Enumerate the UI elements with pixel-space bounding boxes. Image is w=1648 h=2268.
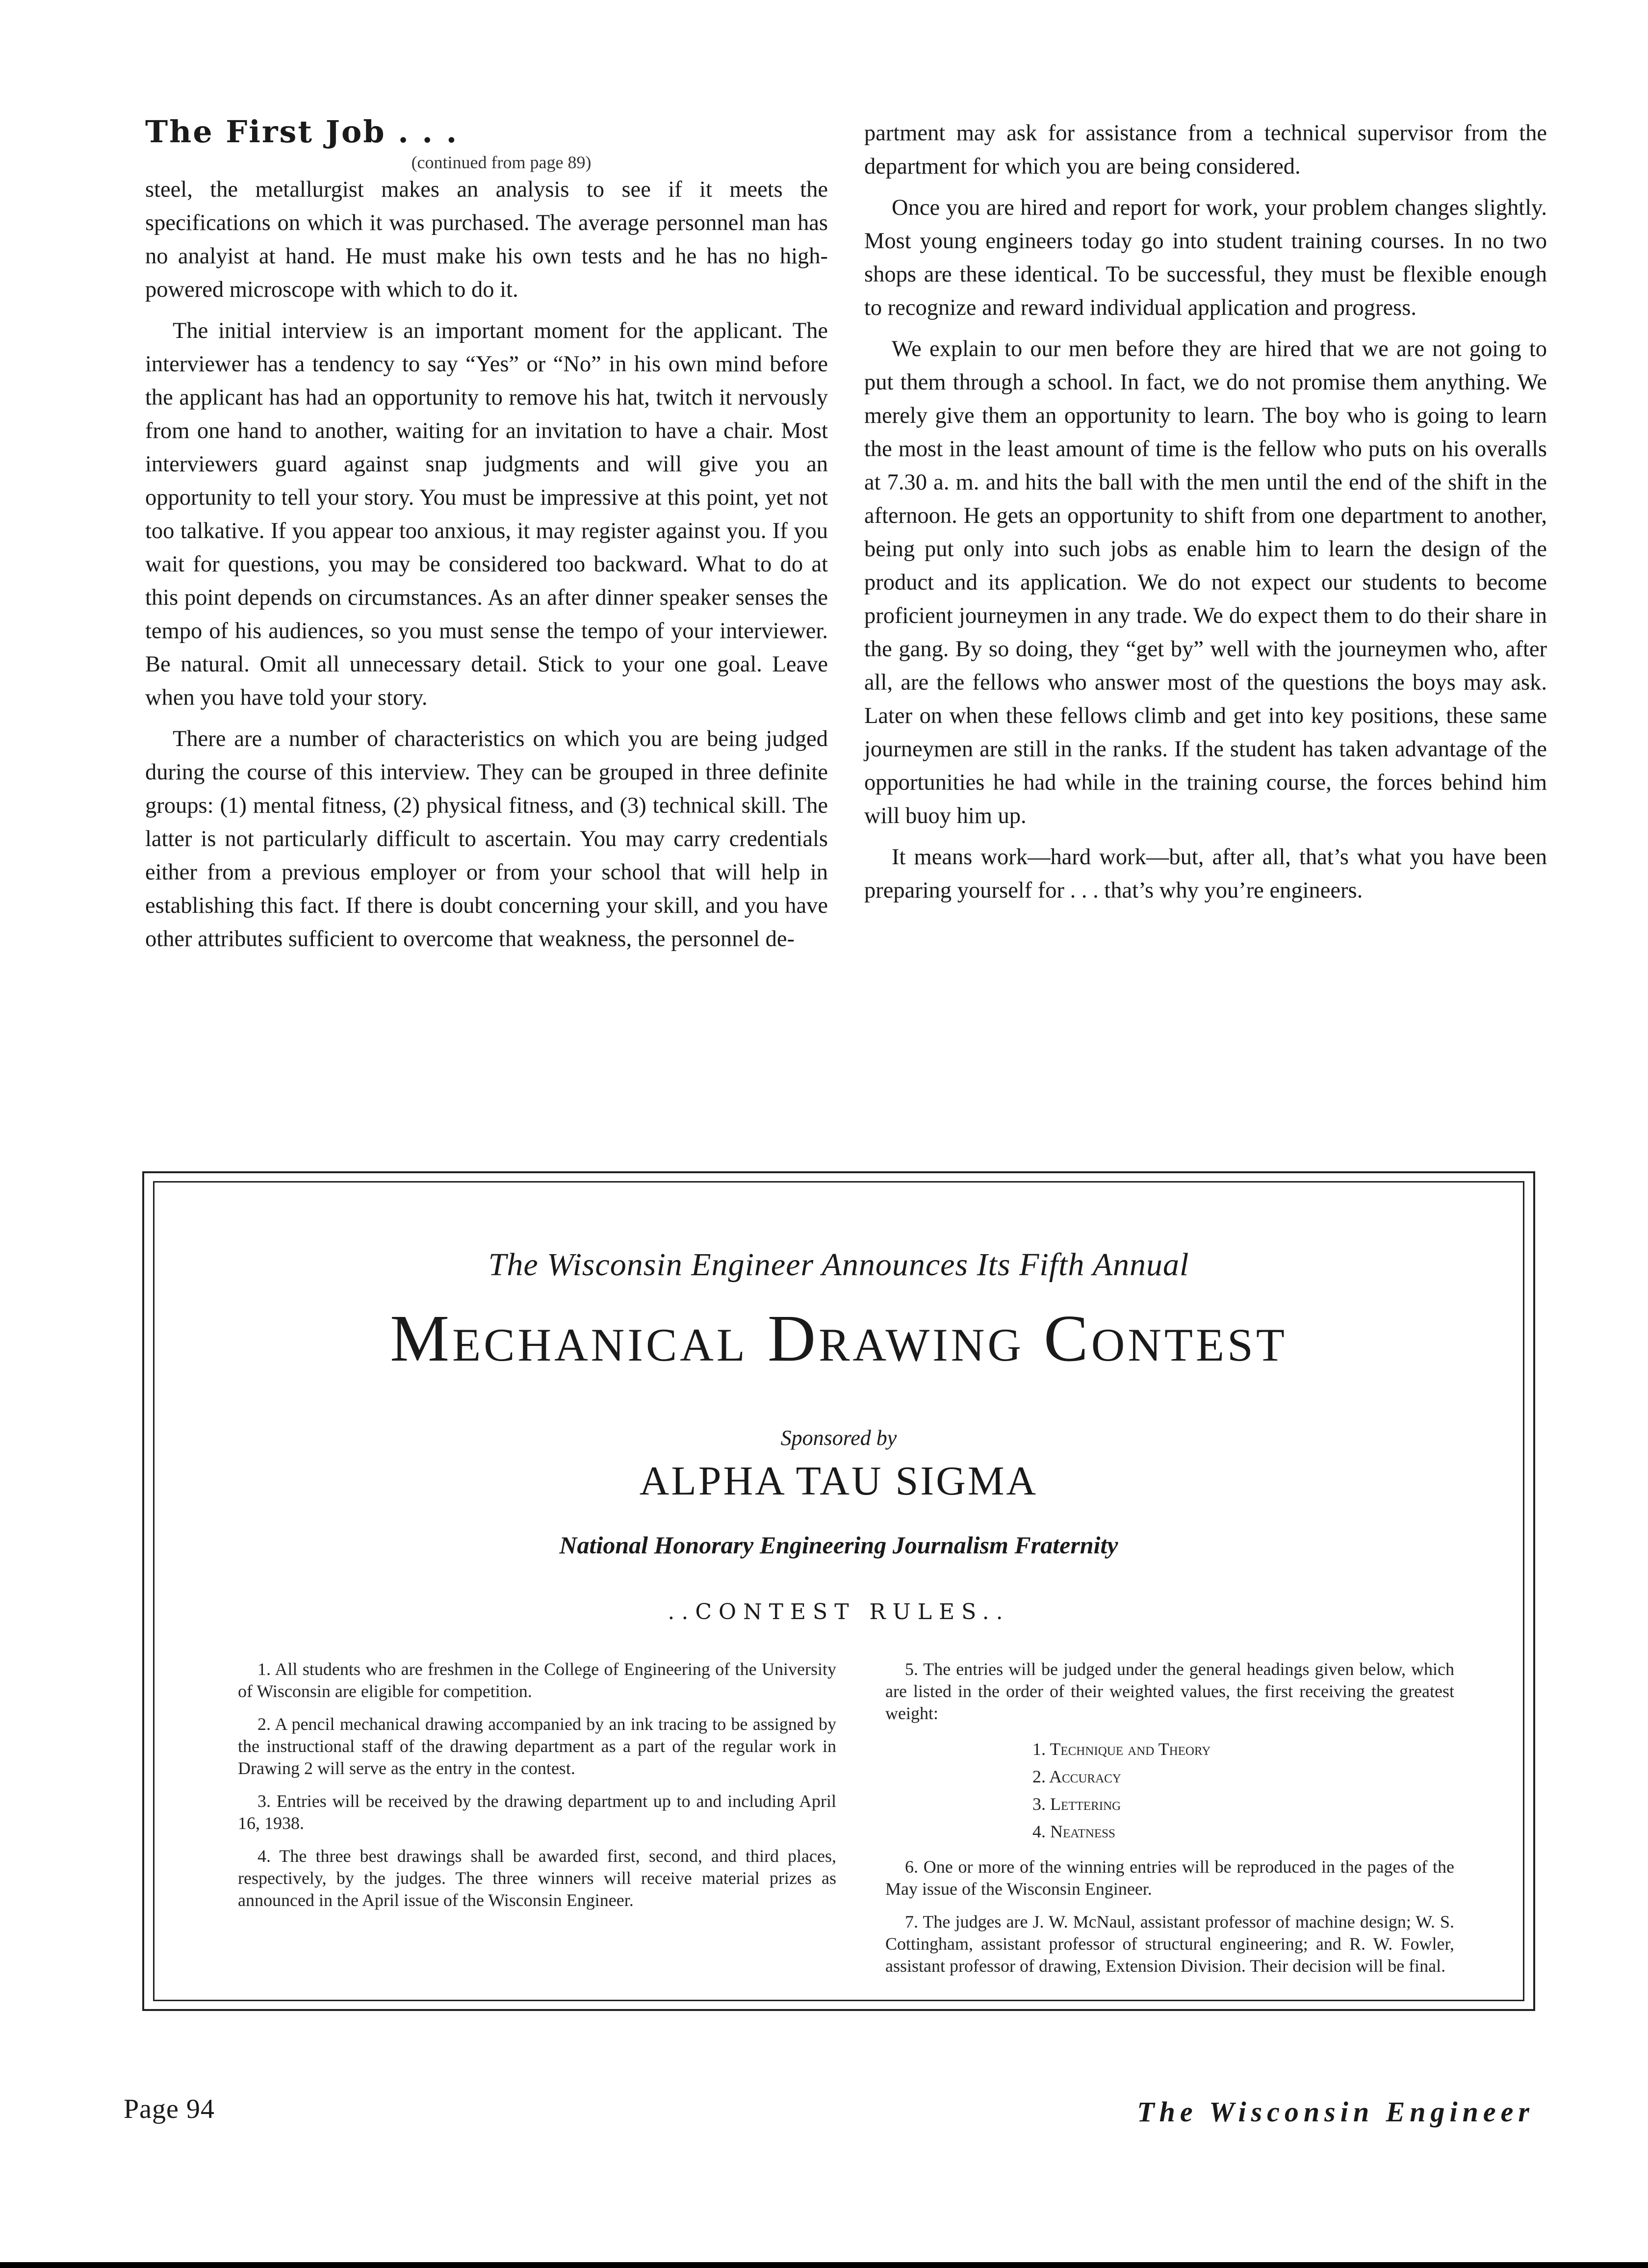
judging-criterion: 2. Accuracy [1032, 1767, 1121, 1786]
rules-left-column [238, 1658, 836, 1922]
article-title: The First Job . . . [145, 114, 459, 150]
contest-announce-line: The Wisconsin Engineer Announces Its Fifth Annual [488, 1247, 1189, 1283]
article-paragraph: partment may ask for assistance from a technical supervisor from the department for which you are being considered. [864, 121, 1547, 179]
sponsored-by-label: Sponsored by [780, 1426, 897, 1450]
contest-rule: 2. A pencil mechanical drawing accompanied by an ink tracing to be assigned by the instructional staff of the drawing department as a part of the regular work in Drawing 2 will serve as the entry in the contest. [238, 1714, 836, 1778]
sponsor-description: National Honorary Engineering Journalism Fraternity [559, 1531, 1118, 1559]
contest-rule: 6. One or more of the winning entries will be reproduced in the pages of the May issue of the Wisconsin Engineer. [885, 1857, 1454, 1899]
publication-name: The Wisconsin Engineer [1137, 2096, 1534, 2128]
contest-rules-heading: ..CONTEST RULES.. [668, 1599, 1010, 1624]
contest-inner-border [153, 1181, 1524, 2001]
article-paragraph: Once you are hired and report for work, your problem changes slightly. Most young engineers today go into student training courses. In no two shops are these identical. To be successful, they must be flexible enough to recognize and reward individual application and progress. [864, 195, 1547, 320]
rules-right-column [885, 1658, 1454, 1988]
article-paragraph: We explain to our men before they are hired that we are not going to put them through a school. In fact, we do not promise them anything. We merely give them an opportunity to learn. The boy who is going to learn the most in the least amount of time is the fellow who puts on his overalls at 7.30 a. m. and hits the ball with the men until the end of the shift in the afternoon. He gets an opportunity to shift from one department to another, being put only into such jobs as enable him to learn the design of the product and its application. We do not expect our students to become proficient journeymen in any trade. We do expect them to do their share in the gang. By so doing, they “get by” well with the journeymen who, after all, are the fellows who answer most of the questions the boys may ask. Later on when these fellows climb and get into key positions, these same journeymen are still in the ranks. If the student has taken advantage of the opportunities he had while in the training course, the forces behind him will buoy him up. [864, 336, 1547, 828]
scan-edge-bar [0, 2262, 1648, 2268]
contest-rule: 3. Entries will be received by the drawing department up to and including April 16, 1938. [238, 1791, 836, 1833]
contest-rule: 7. The judges are J. W. McNaul, assistant professor of machine design; W. S. Cottingham, assistant professor of structural engineering; and R. W. Fowler, assistant professor of drawing, Extension Division. Their decision will be final. [885, 1912, 1454, 1976]
article-paragraph: There are a number of characteristics on which you are being judged during the course of this interview. They can be grouped in three definite groups: (1) mental fitness, (2) physical fitness, and (3) technical skill. The latter is not particularly difficult to ascertain. You may carry credentials either from a previous employer or from your school that will help in establishing this fact. If there is doubt concerning your skill, and you have other attributes sufficient to overcome that weakness, the personnel de- [145, 726, 828, 952]
article-left-column [145, 114, 828, 964]
contest-title: Mechanical Drawing Contest [390, 1302, 1288, 1375]
article-paragraph: steel, the metallurgist makes an analysis to see if it meets the specifications on which it was purchased. The average personnel man has no analyist at hand. He must make his own tests and he has no high-powered microscope with which to do it. [145, 177, 828, 303]
contest-rule: 1. All students who are freshmen in the College of Engineering of the University of Wisconsin are eligible for competition. [238, 1659, 836, 1701]
contest-announcement-box [142, 1171, 1535, 2011]
judging-criterion: 4. Neatness [1032, 1822, 1115, 1841]
contest-rule: 5. The entries will be judged under the general headings given below, which are listed in the order of their weighted values, the first receiving the greatest weight: [885, 1659, 1454, 1723]
page-number: Page 94 [124, 2094, 215, 2124]
continued-note: (continued from page 89) [411, 153, 592, 172]
judging-criterion: 1. Technique and Theory [1032, 1739, 1211, 1759]
sponsor-name: ALPHA TAU SIGMA [639, 1458, 1038, 1504]
article-right-column [864, 117, 1547, 915]
article-paragraph: The initial interview is an important moment for the applicant. The interviewer has a tendency to say “Yes” or “No” in his own mind before the applicant has had an opportunity to remove his hat, twitch it nervously from one hand to another, waiting for an invitation to have a chair. Most interviewers guard against snap judgments and will give you an opportunity to tell your story. You must be impressive at this point, yet not too talkative. If you appear too anxious, it may register against you. If you wait for questions, you may be considered too backward. What to do at this point depends on circumstances. As an after dinner speaker senses the tempo of his audiences, so you must sense the tempo of your interviewer. Be natural. Omit all unnecessary detail. Stick to your one goal. Leave when you have told your story. [145, 318, 828, 711]
contest-rule: 4. The three best drawings shall be awarded first, second, and third places, respectively, by the judges. The three winners will receive material prizes as announced in the April issue of the Wisconsin Engineer. [238, 1846, 836, 1910]
judging-criterion: 3. Lettering [1032, 1794, 1121, 1814]
judging-criteria-list [1032, 1735, 1454, 1845]
article-paragraph: It means work—hard work—but, after all, that’s what you have been preparing yourself for . . . that’s why you’re engineers. [864, 845, 1547, 903]
